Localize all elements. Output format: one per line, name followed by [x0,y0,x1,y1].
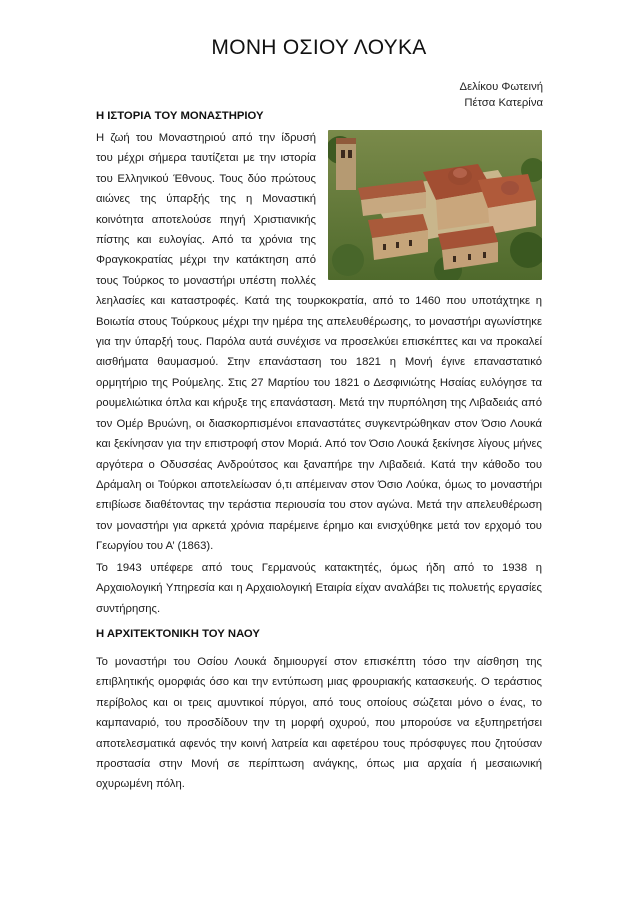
document-title: ΜΟΝΗ ΟΣΙΟΥ ΛΟΥΚΑ [211,36,427,59]
authors-block [460,79,543,111]
architecture-paragraph-1: Το μοναστήρι του Οσίου Λουκά δημιουργεί στον επισκέπτη τόσο την αίσθηση της επιβλητικής ομορφιάς όσο και την εντύπωση μιας φρουριακής κατασκευής. Ο τεράστιος περίβολος και οι τρεις αμυντικοί πύργοι, από τους οποίους σώζεται μόνο ο ένας, το καμπαναριό, του προσδίδουν την τη μορφή οχυρού, που μπορούσε να εξυπηρετήσει αποτελεσματικά αφενός την κοινή λατρεία και αφετέρου τους πρόσφυγες που ζητούσαν προστασία στην Μονή σε περίπτωση ανάγκης, όπως μια αρχαία ή μεσαιωνική οχυρωμένη πόλη. [96,656,542,791]
monastery-aerial-photo-icon [328,130,542,280]
monastery-photo [328,130,542,280]
history-paragraph-2: Το 1943 υπέφερε από τους Γερμανούς κατακτητές, όμως ήδη από το 1938 η Αρχαιολογική Υπηρεσία και η Αρχαιολογική Εταιρία είχαν αναλάβει τις πολυετής εργασίες συντήρησης. [96,562,542,615]
history-paragraph-1 [96,128,542,557]
section-heading-architecture: Η ΑΡΧΙΤΕΚΤΟΝΙΚΗ ΤΟΥ ΝΑΟΥ [96,628,260,640]
paragraph-text: Η ζωή του Μοναστηριού από την ίδρυσή του μέχρι σήμερα ταυτίζεται με την ιστορία του Ελληνικού Έθνους. Τους δύο πρώτους αιώνες της ύπαρξής της η Μοναστική κοινότητα αποτελούσε πηγή Χριστιανικής πίστης και ευλογίας. Από τα χρόνια της Φραγκοκρατίας μέχρι την κατάκτηση από τους Τούρκος το μοναστήρι υπέστη πολλές λεηλασίες και καταστροφές. Κατά της τουρκοκρατία, από το 1460 που υποτάχτηκε η Βοιωτία στους Τούρκους μέχρι την ημέρα της απελευθέρωσης, το μοναστήρι αγωνίστηκε για την ύπαρξή τους. Παρόλα αυτά συνέχισε να προσελκύει επισκέπτες και να προκαλεί αισθήματα θαυμασμού. Στην επανάσταση του 1821 η Μονή έγινε επαναστατικό ορμητήριο της Ρούμελης. Στις 27 Μαρτίου του 1821 ο Δεσφινιώτης Ησαίας ευλόγησε τα ρουμελιώτικα όπλα και κήρυξε της επανάσταση. Μετά την πυρπόληση της Λιβαδειάς από τον Ομέρ Βρυώνη, οι διασκορπισμένοι επαναστάτες συγκεντρώθηκαν στον Όσιο Λουκά και ξεκίνησαν για την επιστροφή στον Μοριά. Από τον Όσιο Λουκά ξεκίνησε λίγους μήνες αργότερα ο Οδυσσέας Ανδρούτσος και ξαναπήρε την Λιβαδειά. Κατά την κάθοδο του Δράμαλη οι Τούρκοι αποτελείωσαν ό,τι απέμειναν στον Όσιο Λούκα, όμως το μοναστήρι επιβίωσε διαθέτοντας την τεράστια περιουσία του στον αγώνα. Μετά την απελευθέρωση τον μοναστήρι για αρκετά χρόνια παρέμεινε έρημο και ενισχύθηκε μετά τον ερχομό του Γεωργίου του Α’ (1863). [96,132,542,553]
author-name: Πέτσα Κατερίνα [464,97,543,109]
author-name: Δελίκου Φωτεινή [459,81,543,93]
section-heading-history: Η ΙΣΤΟΡΙΑ ΤΟΥ ΜΟΝΑΣΤΗΡΙΟΥ [96,110,264,122]
